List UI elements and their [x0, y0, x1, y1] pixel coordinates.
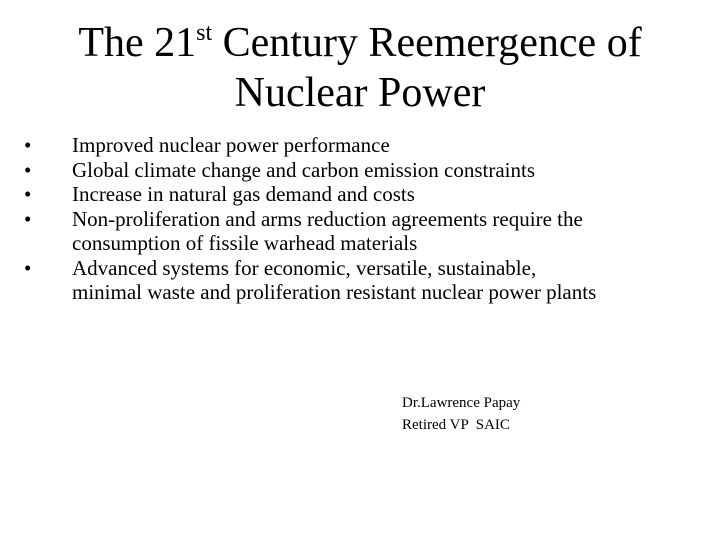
bullet-text-line: consumption of fissile warhead materials: [72, 231, 418, 255]
bullet-item: [22, 256, 692, 305]
author-role: Retired VP SAIC: [402, 417, 510, 433]
bullet-icon: •: [24, 157, 32, 182]
bullet-icon: •: [24, 182, 32, 206]
bullet-item: [22, 207, 692, 256]
bullet-icon: •: [24, 206, 32, 231]
bullet-text-line: Advanced systems for economic, versatile, sustainable,: [72, 255, 537, 280]
bullet-icon: •: [24, 133, 32, 157]
bullet-text-line: minimal waste and proliferation resistant nuclear power plants: [72, 280, 597, 304]
bullet-item: [22, 182, 692, 207]
bullet-text: Increase in natural gas demand and costs: [72, 182, 415, 206]
title-part2: Century Reemergence of: [212, 20, 642, 66]
bullet-text: Improved nuclear power performance: [72, 133, 390, 157]
bullet-text-line: Non-proliferation and arms reduction agreements require the: [72, 206, 583, 231]
slide-title: [40, 18, 680, 118]
author-name: Dr.Lawrence Papay: [402, 395, 521, 411]
bullet-item: [22, 133, 692, 158]
bullet-icon: •: [24, 255, 32, 280]
bullet-list: [22, 133, 692, 305]
author-credit: [402, 392, 520, 436]
title-line2: Nuclear Power: [234, 70, 486, 116]
title-superscript: st: [196, 20, 213, 46]
bullet-text: Global climate change and carbon emission constraints: [72, 157, 536, 182]
bullet-item: [22, 158, 692, 183]
title-part1: The 21: [78, 20, 197, 66]
